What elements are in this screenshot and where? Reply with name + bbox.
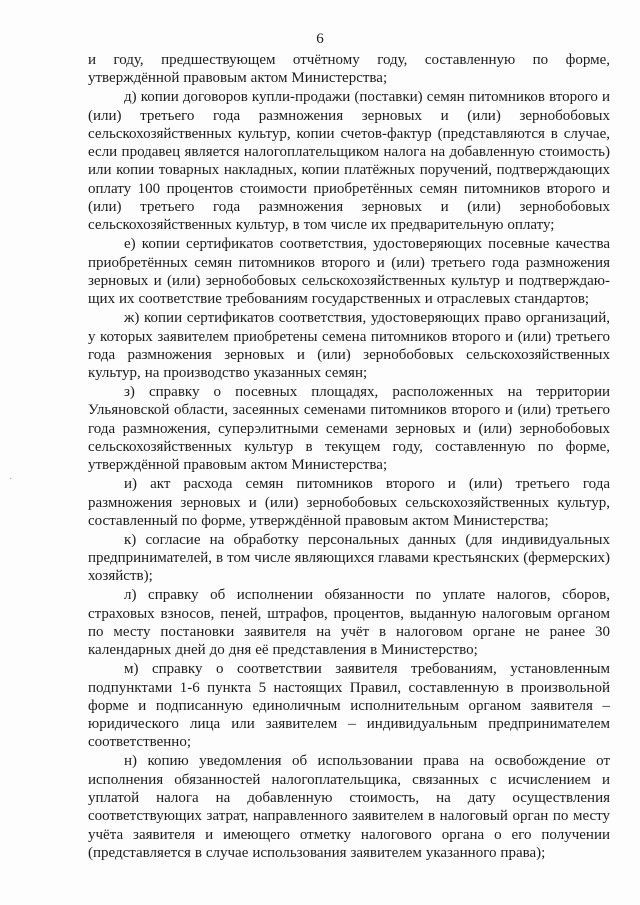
- paragraph-item-zh: ж) копии сертификатов соответствия, удостоверяющих право организаций, у которых заявителем приобретены семена питомников второго и (или) третьего года размножения зерновых и (или) зернобобовых сельскохозяйственных культур, на производство указанных семян;: [88, 310, 610, 382]
- margin-mark: ·: [9, 474, 13, 485]
- document-body: [88, 51, 610, 862]
- paragraph-item-l: л) справку об исполнении обязанности по уплате налогов, сборов, страховых взносов, пеней, штрафов, процентов, выданную налоговым органом по месту постановки заявителя на учёт в налоговом органе не ранее 30 календарных дней до дня её представления в Министерство;: [88, 587, 610, 659]
- paragraph-continuation: и году, предшествующем отчётному году, составленную по форме, утверждённой правовым актом Министерства;: [88, 52, 610, 87]
- paragraph-item-i: и) акт расхода семян питомников второго и (или) третьего года размножения зерновых и (или) зернобобовых сельскохозяйственных культур, составленный по форме, утверждённой правовым актом Министерства;: [88, 476, 610, 529]
- paragraph-item-d: д) копии договоров купли-продажи (поставки) семян питомников второго и (или) третьего года размножения зерновых и (или) зернобобовых сельскохозяйственных культур, копии счетов-фактур (представляются в случае, если продавец является налогоплательщиком налога на добавленную стоимость) или копии товарных накладных, копии платёжных поручений, подтверждающих оплату 100 процентов стоимости приобретённых семян питомников второго и (или) третьего года размножения зерновых и (или) зернобобовых сельскохозяйственных культур, в том числе их предварительную оплату;: [88, 89, 610, 234]
- paragraph-item-z: з) справку о посевных площадях, расположенных на территории Ульяновской области, засеянных семенами питомников второго и (или) третьего года размножения, суперэлитными семенами зерновых и (или) зернобобовых сельскохозяйственных культур в текущем году, составленную по форме, утверждённой правовым актом Министерства;: [88, 384, 610, 474]
- paragraph-item-e: е) копии сертификатов соответствия, удостоверяющих посевные качества приобретённых семян питомников второго и (или) третьего года размножения зерновых и (или) зернобобовых сельскохозяйственных культур и подтверждающих их соответствие требованиям государственных и отраслевых стандартов;: [88, 236, 610, 308]
- paragraph-item-k: к) согласие на обработку персональных данных (для индивидуальных предпринимателей, в том числе являющихся главами крестьянских (фермерских) хозяйств);: [88, 531, 610, 585]
- paragraph-item-n: н) копию уведомления об использовании права на освобождение от исполнения обязанностей налогоплательщика, связанных с исчислением и уплатой налога на добавленную стоимость, на дату осуществления соответствующих затрат, направленного заявителем в налоговый орган по месту учёта заявителя и имеющего отметку налогового органа о его получении (представляется в случае использования заявителем указанного права);: [88, 753, 610, 861]
- page-number: 6: [316, 31, 324, 47]
- paragraph-item-m: м) справку о соответствии заявителя требованиям, установленным подпунктами 1-6 пункта 5 настоящих Правил, составленную в произвольной форме и подписанную единоличным исполнительным органом заявителя – юридического лица или заявителем – индивидуальным предпринимателем соответственно;: [88, 661, 610, 751]
